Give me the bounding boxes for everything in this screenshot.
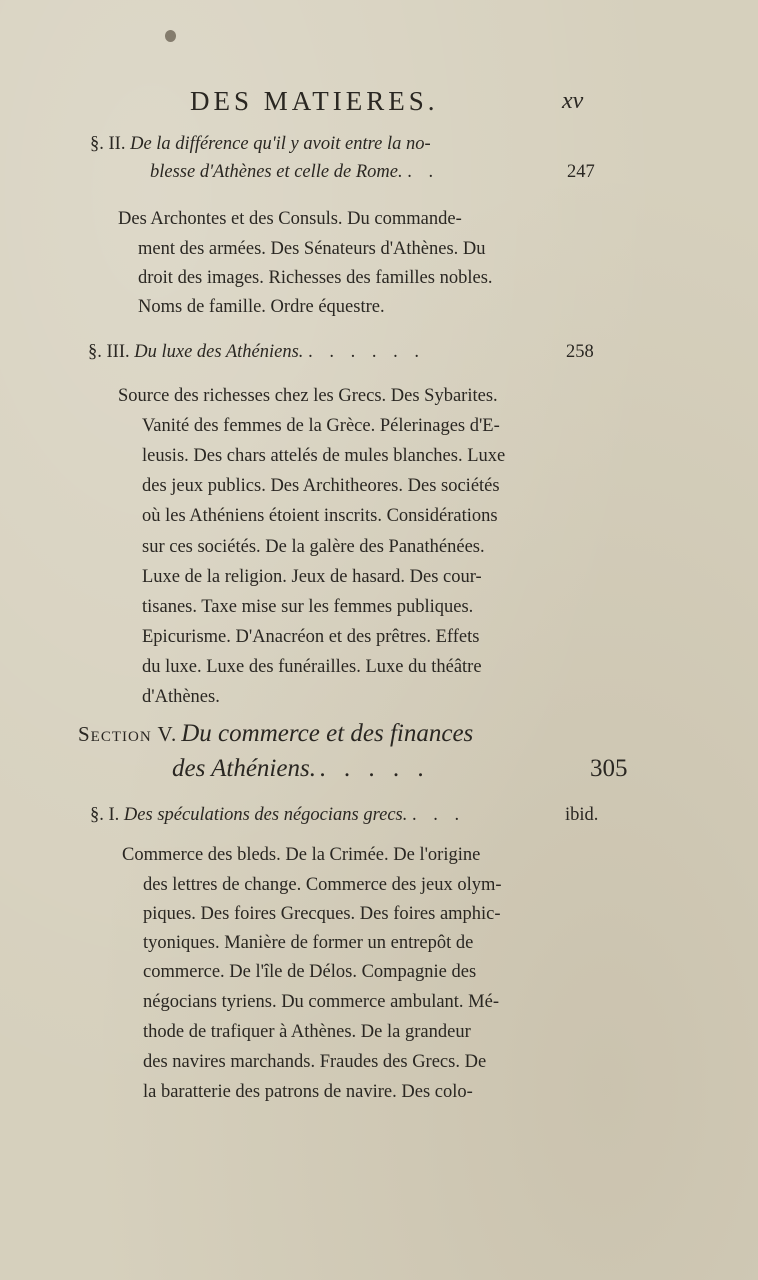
summary-line: ment des armées. Des Sénateurs d'Athènes. Du <box>138 239 486 259</box>
summary-line: commerce. De l'île de Délos. Compagnie des <box>143 962 477 982</box>
summary-line: Luxe de la religion. Jeux de hasard. Des cour- <box>142 567 482 587</box>
summary-line: des navires marchands. Fraudes des Grecs. De <box>143 1052 487 1072</box>
section-heading-line2 <box>172 755 628 783</box>
entry-number: §. III. <box>88 342 130 362</box>
leader-dots: . . <box>407 162 440 182</box>
section-label: Section V. <box>78 722 178 746</box>
summary-line: Epicurisme. D'Anacréon et des prêtres. Effets <box>142 627 480 647</box>
entry-title: Des spéculations des négocians grecs. <box>123 805 408 825</box>
entry-title: Du luxe des Athéniens. <box>134 342 304 362</box>
summary-line: Des Archontes et des Consuls. Du commande- <box>118 209 462 229</box>
section-heading <box>78 720 473 748</box>
toc-entry-3 <box>88 342 594 363</box>
summary-line: sur ces sociétés. De la galère des Panathénées. <box>142 537 485 557</box>
toc-entry-2 <box>90 134 431 155</box>
summary-line: tyoniques. Manière de former un entrepôt de <box>143 933 474 953</box>
entry-number: §. II. <box>90 134 126 154</box>
section-page: 305 <box>590 755 628 782</box>
entry-page: ibid. <box>565 805 599 825</box>
leader-dots: . . . . . . <box>308 342 425 362</box>
summary-line: Commerce des bleds. De la Crimée. De l'origine <box>122 845 481 865</box>
summary-line: d'Athènes. <box>142 687 220 707</box>
running-header <box>0 86 758 126</box>
entry-title-line2: blesse d'Athènes et celle de Rome. <box>150 162 403 182</box>
page-number: xv <box>562 88 584 114</box>
toc-entry-2-line2 <box>150 162 595 183</box>
summary-line: tisanes. Taxe mise sur les femmes publiques. <box>142 597 474 617</box>
summary-line: des lettres de change. Commerce des jeux olym- <box>143 875 502 895</box>
summary-line: Vanité des femmes de la Grèce. Pélerinages d'E- <box>142 416 500 436</box>
summary-line: la baratterie des patrons de navire. Des colo- <box>143 1082 473 1102</box>
leader-dots: . . . . . <box>319 755 431 782</box>
entry-page: 247 <box>567 162 595 182</box>
summary-line: Noms de famille. Ordre équestre. <box>138 297 385 317</box>
running-title: DES MATIERES. <box>190 86 439 116</box>
summary-line: thode de trafiquer à Athènes. De la grandeur <box>143 1022 471 1042</box>
summary-line: du luxe. Luxe des funérailles. Luxe du théâtre <box>142 657 482 677</box>
summary-line: leusis. Des chars attelés de mules blanches. Luxe <box>142 446 506 466</box>
leader-dots: . . . <box>412 805 466 825</box>
summary-line: Source des richesses chez les Grecs. Des Sybarites. <box>118 386 498 406</box>
section-title-line2: des Athéniens. <box>172 755 316 782</box>
entry-title-line1: De la différence qu'il y avoit entre la no- <box>130 134 431 154</box>
summary-line: des jeux publics. Des Architheores. Des sociétés <box>142 476 500 496</box>
ink-spot <box>165 30 176 42</box>
summary-line: droit des images. Richesses des familles nobles. <box>138 268 493 288</box>
entry-page: 258 <box>566 342 594 362</box>
summary-line: négocians tyriens. Du commerce ambulant. Mé- <box>143 992 500 1012</box>
entry-number: §. I. <box>90 805 120 825</box>
section-title-line1: Du commerce et des finances <box>181 720 474 747</box>
summary-line: piques. Des foires Grecques. Des foires amphic- <box>143 904 501 924</box>
toc-entry-1 <box>90 805 599 826</box>
summary-line: où les Athéniens étoient inscrits. Considérations <box>142 506 498 526</box>
